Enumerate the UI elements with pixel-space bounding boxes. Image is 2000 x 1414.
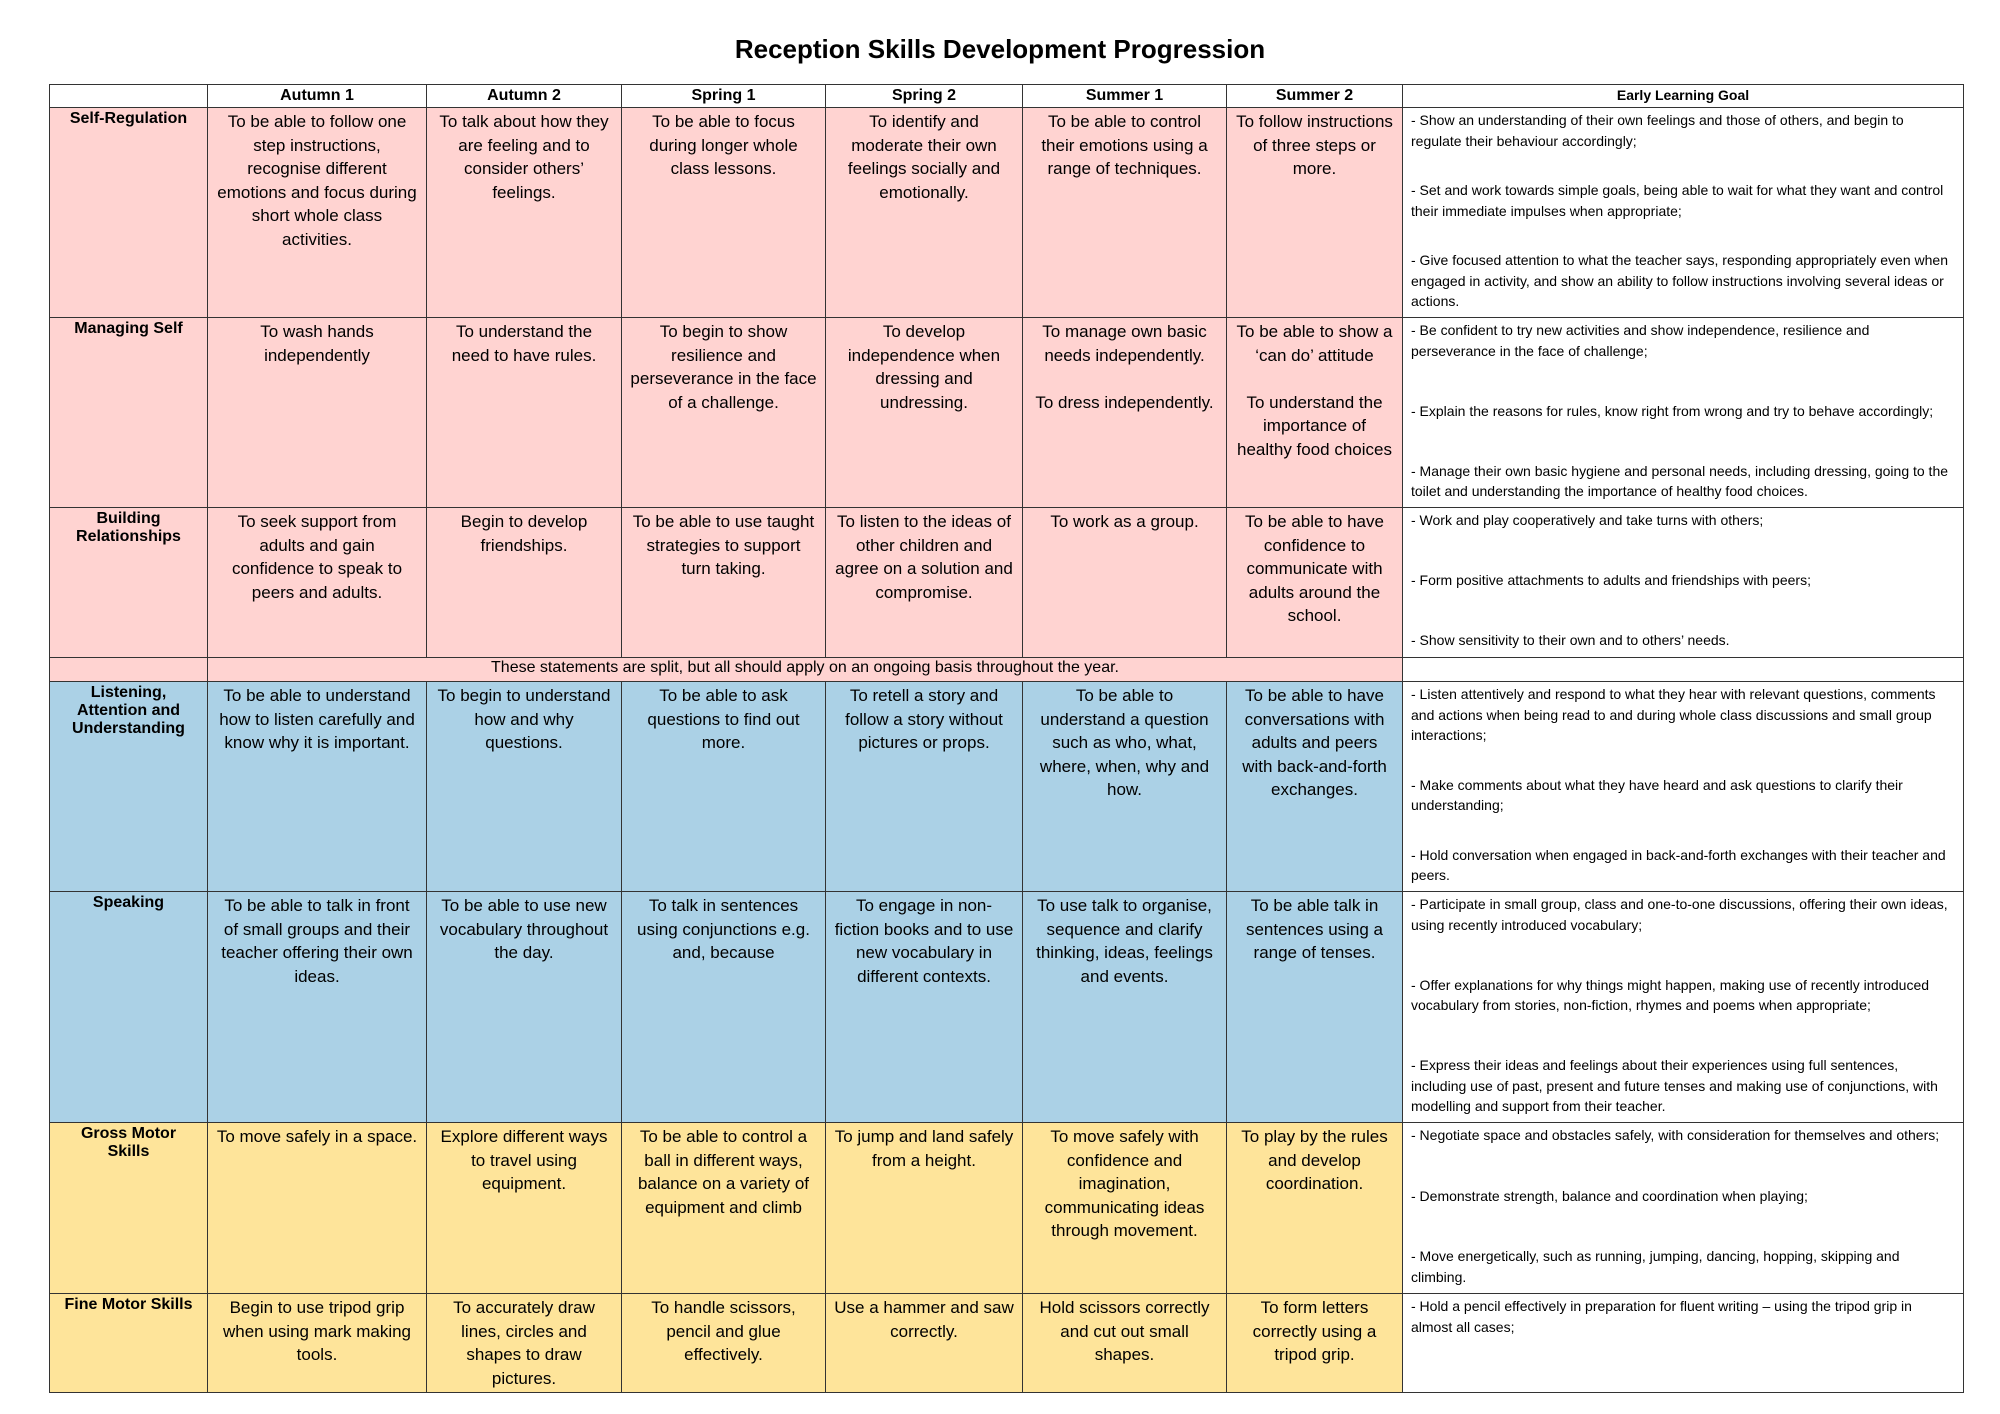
column-header-early-learning-goal: Early Learning Goal — [1403, 85, 1964, 108]
skill-cell: To follow instructions of three steps or more. — [1227, 108, 1403, 318]
early-learning-goal-cell — [1403, 508, 1964, 658]
row-header: Listening, Attention and Understanding — [50, 682, 208, 892]
table-body — [50, 108, 1964, 1393]
goal-statement: - Negotiate space and obstacles safely, with consideration for themselves and others; — [1411, 1127, 1940, 1143]
goal-statement: - Show sensitivity to their own and to others’ needs. — [1411, 632, 1730, 648]
skill-cell: To be able to focus during longer whole class lessons. — [622, 108, 826, 318]
skill-cell: To jump and land safely from a height. — [826, 1123, 1023, 1294]
row-header: Fine Motor Skills — [50, 1294, 208, 1393]
goal-statement: - Set and work towards simple goals, being able to wait for what they want and control their immediate impulses when appropriate; — [1411, 182, 1944, 219]
skill-cell: To be able to show a ‘can do’ attitude To understand the importance of healthy food choices — [1227, 318, 1403, 508]
skill-cell: To wash hands independently — [208, 318, 427, 508]
skill-cell: To be able to ask questions to find out more. — [622, 682, 826, 892]
skill-cell: To use talk to organise, sequence and clarify thinking, ideas, feelings and events. — [1023, 892, 1227, 1123]
skill-cell: To work as a group. — [1023, 508, 1227, 658]
note-row-goal-cell — [1403, 658, 1964, 682]
skill-cell: To seek support from adults and gain confidence to speak to peers and adults. — [208, 508, 427, 658]
goal-statement: - Be confident to try new activities and show independence, resilience and perseverance in the face of challenge; — [1411, 322, 1870, 359]
skill-cell: Begin to use tripod grip when using mark making tools. — [208, 1294, 427, 1393]
skill-cell: To be able to use new vocabulary throughout the day. — [427, 892, 622, 1123]
page-title: Reception Skills Development Progression — [734, 34, 1266, 64]
table-row — [50, 318, 1964, 508]
skill-cell: To handle scissors, pencil and glue effectively. — [622, 1294, 826, 1393]
skill-cell: To be able talk in sentences using a range of tenses. — [1227, 892, 1403, 1123]
note-row-header — [50, 658, 208, 682]
skill-cell: To move safely in a space. — [208, 1123, 427, 1294]
corner-header-cell — [50, 85, 208, 108]
skill-cell: To form letters correctly using a tripod grip. — [1227, 1294, 1403, 1393]
goal-statement: - Work and play cooperatively and take turns with others; — [1411, 512, 1764, 528]
skill-cell: To be able to understand how to listen carefully and know why it is important. — [208, 682, 427, 892]
goal-statement: - Offer explanations for why things might happen, making use of recently introduced vocabulary from stories, non-fiction, rhymes and poems when appropriate; — [1411, 976, 1930, 1013]
skill-cell: To be able to talk in front of small groups and their teacher offering their own ideas. — [208, 892, 427, 1123]
skill-cell: To identify and moderate their own feelings socially and emotionally. — [826, 108, 1023, 318]
skill-cell: To be able to understand a question such as who, what, where, when, why and how. — [1023, 682, 1227, 892]
skill-cell: Hold scissors correctly and cut out small shapes. — [1023, 1294, 1227, 1393]
column-header-spring-1: Spring 1 — [622, 85, 826, 108]
table-row — [50, 1123, 1964, 1294]
header-row — [50, 85, 1964, 108]
skill-cell: Explore different ways to travel using equipment. — [427, 1123, 622, 1294]
early-learning-goal-cell — [1403, 318, 1964, 508]
skill-cell: To be able to use taught strategies to support turn taking. — [622, 508, 826, 658]
early-learning-goal-cell — [1403, 1123, 1964, 1294]
row-header: Managing Self — [50, 318, 208, 508]
skill-cell: Use a hammer and saw correctly. — [826, 1294, 1023, 1393]
column-header-autumn-1: Autumn 1 — [208, 85, 427, 108]
skill-cell: Begin to develop friendships. — [427, 508, 622, 658]
goal-statement: - Explain the reasons for rules, know right from wrong and try to behave accordingly; — [1411, 402, 1934, 419]
goal-statement: - Participate in small group, class and one-to-one discussions, offering their own ideas, using recently introduced vocabulary; — [1411, 896, 1948, 933]
column-header-spring-2: Spring 2 — [826, 85, 1023, 108]
goal-statement: - Make comments about what they have heard and ask questions to clarify their understanding; — [1411, 776, 1903, 813]
goal-statement: - Move energetically, such as running, jumping, dancing, hopping, skipping and climbing. — [1411, 1248, 1900, 1285]
row-header: Speaking — [50, 892, 208, 1123]
goal-statement: - Hold conversation when engaged in back-and-forth exchanges with their teacher and peers. — [1411, 846, 1946, 883]
table-row — [50, 892, 1964, 1123]
column-header-summer-2: Summer 2 — [1227, 85, 1403, 108]
goal-statement: - Demonstrate strength, balance and coordination when playing; — [1411, 1187, 1808, 1204]
table-row — [50, 108, 1964, 318]
early-learning-goal-cell — [1403, 892, 1964, 1123]
table-row — [50, 508, 1964, 658]
column-header-summer-1: Summer 1 — [1023, 85, 1227, 108]
skill-cell: To play by the rules and develop coordination. — [1227, 1123, 1403, 1294]
progression-table — [49, 84, 1964, 1393]
goal-statement: - Express their ideas and feelings about their experiences using full sentences, including use of past, present and future tenses and making use of conjunctions, with modelling and support from their teacher. — [1411, 1057, 1938, 1114]
row-header: Building Relationships — [50, 508, 208, 658]
early-learning-goal-cell — [1403, 108, 1964, 318]
column-header-autumn-2: Autumn 2 — [427, 85, 622, 108]
ongoing-basis-note: These statements are split, but all should apply on an ongoing basis throughout the year. — [208, 658, 1403, 682]
goal-statement: - Manage their own basic hygiene and personal needs, including dressing, going to the toilet and understanding the importance of healthy food choices. — [1411, 462, 1949, 499]
skill-cell: To engage in non-fiction books and to use new vocabulary in different contexts. — [826, 892, 1023, 1123]
skill-cell: To be able to control their emotions using a range of techniques. — [1023, 108, 1227, 318]
row-header: Self-Regulation — [50, 108, 208, 318]
skill-cell: To be able to have conversations with adults and peers with back-and-forth exchanges. — [1227, 682, 1403, 892]
table-row — [50, 1294, 1964, 1393]
goal-statement: - Hold a pencil effectively in preparation for fluent writing – using the tripod grip in almost all cases; — [1411, 1298, 1912, 1335]
skill-cell: To develop independence when dressing and undressing. — [826, 318, 1023, 508]
goal-statement: - Give focused attention to what the teacher says, responding appropriately even when engaged in activity, and show an ability to follow instructions involving several ideas or actions. — [1411, 252, 1948, 309]
skill-cell: To be able to have confidence to communicate with adults around the school. — [1227, 508, 1403, 658]
skill-cell: To understand the need to have rules. — [427, 318, 622, 508]
early-learning-goal-cell — [1403, 1294, 1964, 1393]
skill-cell: To be able to control a ball in different ways, balance on a variety of equipment and climb — [622, 1123, 826, 1294]
skill-cell: To talk in sentences using conjunctions e.g. and, because — [622, 892, 826, 1123]
skill-cell: To begin to understand how and why questions. — [427, 682, 622, 892]
skill-cell: To be able to follow one step instructions, recognise different emotions and focus during short whole class activities. — [208, 108, 427, 318]
skill-cell: To move safely with confidence and imagination, communicating ideas through movement. — [1023, 1123, 1227, 1294]
note-row — [50, 658, 1964, 682]
row-header: Gross Motor Skills — [50, 1123, 208, 1294]
goal-statement: - Show an understanding of their own feelings and those of others, and begin to regulate their behaviour accordingly; — [1411, 112, 1904, 149]
skill-cell: To retell a story and follow a story without pictures or props. — [826, 682, 1023, 892]
skill-cell: To talk about how they are feeling and to consider others’ feelings. — [427, 108, 622, 318]
goal-statement: - Listen attentively and respond to what they hear with relevant questions, comments and actions when being read to and during whole class discussions and small group interactions; — [1411, 686, 1936, 743]
skill-cell: To begin to show resilience and perseverance in the face of a challenge. — [622, 318, 826, 508]
table-row — [50, 682, 1964, 892]
skill-cell: To listen to the ideas of other children and agree on a solution and compromise. — [826, 508, 1023, 658]
skill-cell: To accurately draw lines, circles and shapes to draw pictures. — [427, 1294, 622, 1393]
skill-cell: To manage own basic needs independently. To dress independently. — [1023, 318, 1227, 508]
early-learning-goal-cell — [1403, 682, 1964, 892]
goal-statement: - Form positive attachments to adults and friendships with peers; — [1411, 572, 1811, 588]
